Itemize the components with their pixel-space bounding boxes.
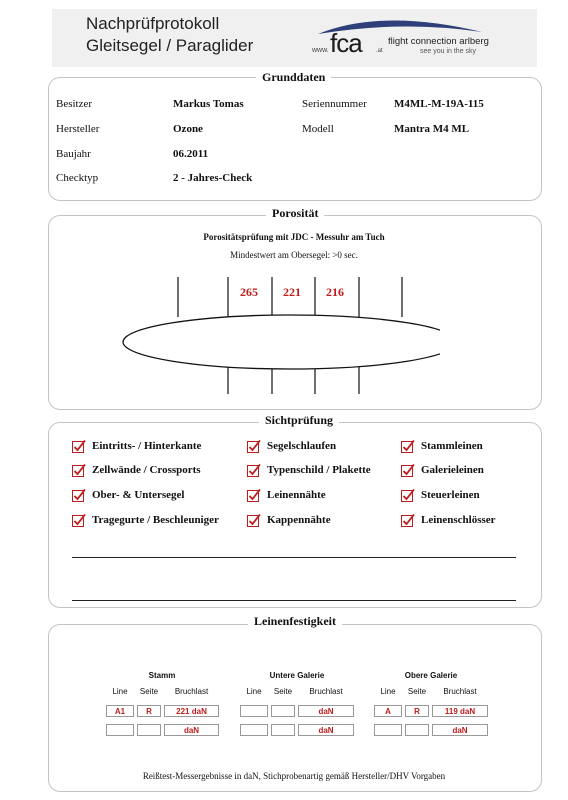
wing-outline	[123, 315, 440, 369]
bruchlast-input[interactable]: daN	[298, 705, 354, 717]
document-title: Nachprüfprotokoll	[86, 14, 220, 33]
seite-input[interactable]	[137, 724, 161, 736]
remarks-line-2[interactable]	[72, 600, 516, 601]
col-header-seite: Seite	[273, 687, 293, 696]
checkbox-checked-icon[interactable]	[247, 464, 261, 478]
col-header-line: Line	[112, 687, 128, 696]
checktyp-label: Checktyp	[56, 172, 99, 184]
seite-input[interactable]	[271, 705, 295, 717]
col-header-bruchlast: Bruchlast	[174, 687, 209, 696]
logo-fca: fca	[330, 28, 362, 58]
checkbox-checked-icon[interactable]	[72, 514, 86, 528]
line-input[interactable]	[240, 705, 268, 717]
checkbox-checked-icon[interactable]	[72, 464, 86, 478]
col-header-seite: Seite	[139, 687, 159, 696]
logo-at: .at	[376, 48, 383, 54]
porositaet-min-value: Mindestwert am Obersegel: >0 sec.	[230, 250, 358, 260]
col-header-bruchlast: Bruchlast	[443, 687, 477, 696]
checkbox-checked-icon[interactable]	[72, 489, 86, 503]
col-header-line: Line	[246, 687, 262, 696]
check-label: Eintritts- / Hinterkante	[92, 440, 202, 452]
check-label: Leinenschlösser	[421, 514, 496, 526]
seite-input[interactable]: R	[137, 705, 161, 717]
line-input[interactable]: A1	[106, 705, 134, 717]
checktyp-value: 2 - Jahres-Check	[173, 172, 253, 184]
grunddaten-panel	[48, 77, 542, 201]
bruchlast-input[interactable]: daN	[164, 724, 219, 736]
check-label: Steuerleinen	[421, 489, 480, 501]
check-label: Galerieleinen	[421, 464, 484, 476]
bruchlast-input[interactable]: daN	[432, 724, 488, 736]
porositaet-title: Porosität	[266, 206, 324, 221]
footnote: Reißtest-Messergebnisse in daN, Stichprobenartig gemäß Hersteller/DHV Vorgaben	[142, 771, 446, 781]
grunddaten-title: Grunddaten	[256, 70, 331, 85]
hersteller-label: Hersteller	[56, 123, 100, 135]
porosity-reading-1: 265	[240, 285, 258, 299]
checkbox-checked-icon[interactable]	[247, 514, 261, 528]
check-label: Zellwände / Crossports	[92, 464, 201, 476]
modell-label: Modell	[302, 123, 334, 135]
porosity-reading-3: 216	[326, 285, 344, 299]
col-header-seite: Seite	[407, 687, 427, 696]
col-header-bruchlast: Bruchlast	[309, 687, 343, 696]
col-header-line: Line	[380, 687, 396, 696]
checkbox-checked-icon[interactable]	[247, 489, 261, 503]
seite-input[interactable]	[405, 724, 429, 736]
bruchlast-input[interactable]: 221 daN	[164, 705, 219, 717]
check-label: Segelschlaufen	[267, 440, 337, 452]
seite-input[interactable]	[271, 724, 295, 736]
checkbox-checked-icon[interactable]	[401, 514, 415, 528]
seriennummer-label: Seriennummer	[302, 98, 367, 110]
logo-www: www.	[312, 47, 329, 54]
group-title-stamm: Stamm	[148, 671, 176, 680]
logo-tagline: see you in the sky	[420, 48, 477, 55]
line-input[interactable]: A	[374, 705, 402, 717]
checkbox-checked-icon[interactable]	[401, 464, 415, 478]
line-input[interactable]	[240, 724, 268, 736]
check-label: Leinennähte	[267, 489, 326, 501]
line-input[interactable]	[374, 724, 402, 736]
line-input[interactable]	[106, 724, 134, 736]
document-subtitle: Gleitsegel / Paraglider	[86, 36, 254, 55]
bruchlast-input[interactable]: 119 daN	[432, 705, 488, 717]
remarks-line-1[interactable]	[72, 557, 516, 558]
wing-diagram	[110, 270, 440, 396]
logo-company-name: flight connection arlberg	[388, 36, 489, 47]
besitzer-value: Markus Tomas	[173, 98, 244, 110]
porositaet-subtitle: Porositätsprüfung mit JDC - Messuhr am Tuch	[203, 232, 385, 242]
leinenfestigkeit-title: Leinenfestigkeit	[248, 614, 342, 629]
fca-logo	[312, 14, 534, 62]
group-title-obere-galerie: Obere Galerie	[404, 671, 458, 680]
sichtpruefung-title: Sichtprüfung	[259, 413, 339, 428]
check-label: Stammleinen	[421, 440, 483, 452]
checkbox-checked-icon[interactable]	[247, 440, 261, 454]
porosity-reading-2: 221	[283, 285, 301, 299]
hersteller-value: Ozone	[173, 123, 203, 135]
check-label: Ober- & Untersegel	[92, 489, 185, 501]
bruchlast-input[interactable]: daN	[298, 724, 354, 736]
besitzer-label: Besitzer	[56, 98, 93, 110]
baujahr-label: Baujahr	[56, 148, 91, 160]
check-label: Typenschild / Plakette	[267, 464, 371, 476]
checkbox-checked-icon[interactable]	[72, 440, 86, 454]
group-title-untere-galerie: Untere Galerie	[269, 671, 325, 680]
seite-input[interactable]: R	[405, 705, 429, 717]
check-label: Kappennähte	[267, 514, 331, 526]
checkbox-checked-icon[interactable]	[401, 489, 415, 503]
check-label: Tragegurte / Beschleuniger	[92, 514, 219, 526]
checkbox-checked-icon[interactable]	[401, 440, 415, 454]
seriennummer-value: M4ML-M-19A-115	[394, 98, 484, 110]
baujahr-value: 06.2011	[173, 148, 209, 160]
modell-value: Mantra M4 ML	[394, 123, 470, 135]
